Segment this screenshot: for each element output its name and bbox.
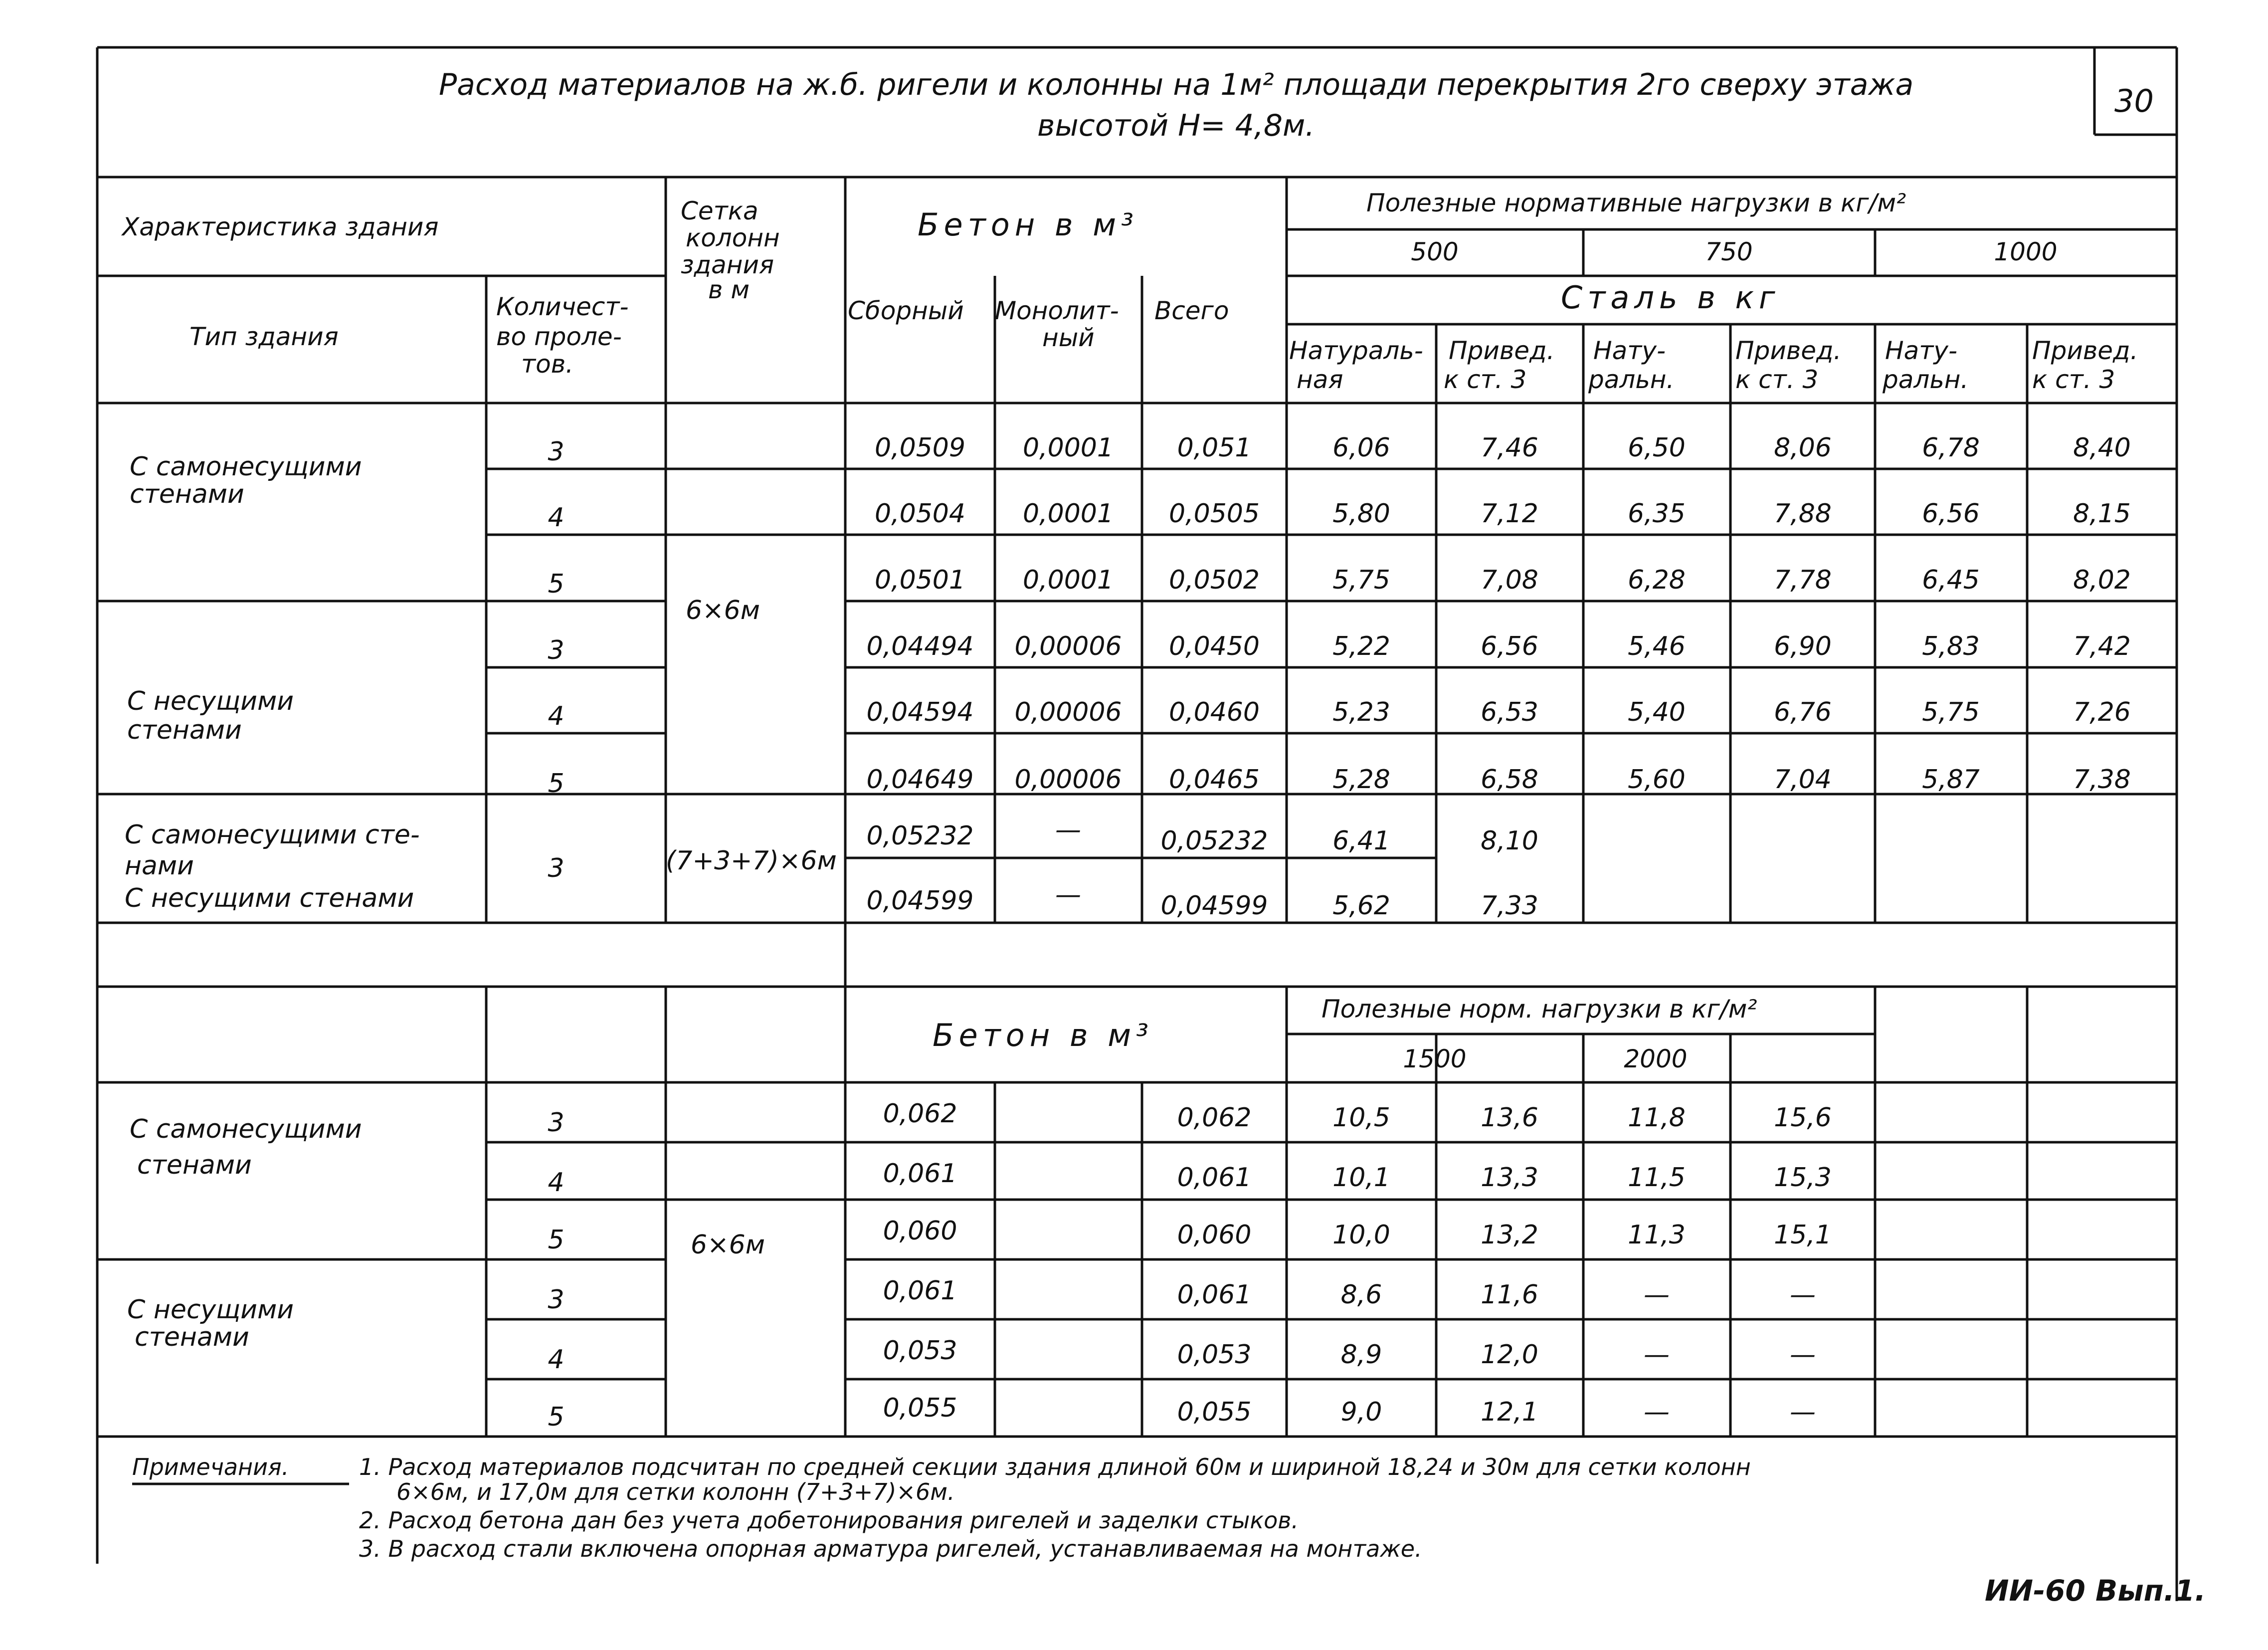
monolith-cell: 0,0001 <box>1023 499 1114 529</box>
group-label: нами <box>125 851 194 881</box>
steel-cell: 6,53 <box>1481 697 1538 727</box>
steel-cell: — <box>1790 1340 1816 1370</box>
prefab-cell: 0,05232 <box>866 821 974 851</box>
steel-cell: 7,33 <box>1481 891 1538 921</box>
load-500: 500 <box>1411 237 1459 266</box>
steel-col-header: Привед. <box>1735 336 1842 365</box>
monolith-cell: — <box>1055 815 1081 845</box>
steel-col-header: Натураль- <box>1289 336 1423 365</box>
spans-cell: 3 <box>548 1108 565 1138</box>
total-cell: 0,0450 <box>1169 631 1260 661</box>
total-cell: 0,061 <box>1177 1163 1252 1193</box>
prefab-cell: 0,0504 <box>875 499 965 529</box>
group-label: стенами <box>127 715 242 745</box>
prefab-cell: 0,053 <box>883 1336 957 1366</box>
steel-cell: 6,50 <box>1628 433 1686 463</box>
total-cell: 0,04599 <box>1160 891 1268 921</box>
prefab-cell: 0,055 <box>883 1393 957 1423</box>
page-number: 30 <box>2114 83 2154 119</box>
steel-cell: — <box>1644 1340 1670 1370</box>
header-concrete: Бетон в м³ <box>918 206 1138 243</box>
group-label: С несущими стенами <box>125 883 414 913</box>
total-cell: 0,055 <box>1177 1397 1252 1427</box>
monolith-cell: — <box>1055 880 1081 910</box>
steel-cell: 5,23 <box>1332 697 1390 727</box>
header-loads: Полезные нормативные нагрузки в кг/м² <box>1366 189 1906 217</box>
total-cell: 0,0460 <box>1169 697 1260 727</box>
steel-cell: 13,2 <box>1481 1220 1538 1250</box>
header-spans-line: тов. <box>521 350 574 379</box>
steel-cell: 6,06 <box>1332 433 1390 463</box>
spans-cell: 4 <box>548 701 565 731</box>
steel-cell: 10,5 <box>1332 1103 1390 1133</box>
steel-cell: 5,46 <box>1628 631 1686 661</box>
total-cell: 0,0465 <box>1169 765 1260 795</box>
steel-cell: 7,88 <box>1774 499 1832 529</box>
header-concrete-bottom: Бетон в м³ <box>933 1017 1153 1053</box>
spans-cell: 5 <box>548 569 565 599</box>
steel-cell: 5,83 <box>1922 631 1980 661</box>
steel-cell: 5,75 <box>1922 697 1980 727</box>
steel-cell: 6,35 <box>1628 499 1686 529</box>
steel-cell: 7,08 <box>1481 565 1538 595</box>
total-cell: 0,051 <box>1177 433 1252 463</box>
steel-col-header: к ст. 3 <box>2032 365 2115 394</box>
prefab-cell: 0,061 <box>883 1276 957 1306</box>
steel-cell: 7,46 <box>1481 433 1538 463</box>
total-cell: 0,053 <box>1177 1340 1252 1370</box>
group-label: С самонесущими <box>130 1114 362 1144</box>
total-cell: 0,061 <box>1177 1280 1252 1310</box>
spans-cell: 5 <box>548 1225 565 1255</box>
group-label: С несущими <box>127 1295 294 1325</box>
steel-cell: 7,12 <box>1481 499 1538 529</box>
prefab-cell: 0,0509 <box>875 433 965 463</box>
header-steel: Сталь в кг <box>1561 279 1780 316</box>
note-line: 3. В расход стали включена опорная арматура ригелей, устанавливаемая на монтаже. <box>359 1535 1422 1562</box>
steel-cell: 11,8 <box>1628 1103 1686 1133</box>
total-cell: 0,05232 <box>1160 826 1268 856</box>
column-grid-special: (7+3+7)×6м <box>666 846 837 876</box>
steel-cell: 5,60 <box>1628 765 1686 795</box>
spans-cell: 4 <box>548 503 565 533</box>
page-title: Расход материалов на ж.б. ригели и колонны на 1м² площади перекрытия 2го сверху этажа <box>439 67 1914 102</box>
steel-cell: 13,3 <box>1481 1163 1538 1193</box>
steel-col-header: к ст. 3 <box>1735 365 1819 394</box>
group-label: С самонесущими <box>130 452 362 482</box>
steel-cell: 9,0 <box>1340 1397 1382 1427</box>
total-cell: 0,062 <box>1177 1103 1252 1133</box>
steel-cell: 5,80 <box>1332 499 1390 529</box>
steel-cell: 6,56 <box>1481 631 1538 661</box>
steel-cell: 7,38 <box>2073 765 2131 795</box>
steel-col-header: Привед. <box>2032 336 2138 365</box>
column-grid-value: 6×6м <box>686 596 760 625</box>
steel-cell: — <box>1644 1397 1670 1427</box>
steel-cell: — <box>1790 1397 1816 1427</box>
steel-cell: 8,06 <box>1774 433 1832 463</box>
header-spans-line: во проле- <box>496 322 622 351</box>
header-prefab: Сборный <box>848 296 964 325</box>
steel-cell: 15,6 <box>1774 1103 1832 1133</box>
note-line: 6×6м, и 17,0м для сетки колонн (7+3+7)×6м. <box>396 1478 955 1505</box>
steel-cell: 7,26 <box>2073 697 2131 727</box>
group-label: стенами <box>130 479 244 509</box>
group-label: стенами <box>137 1150 252 1180</box>
header-grid-line: Сетка <box>681 197 758 225</box>
total-cell: 0,0505 <box>1169 499 1260 529</box>
spans-cell: 4 <box>548 1168 565 1198</box>
steel-cell: 5,28 <box>1332 765 1390 795</box>
monolith-cell: 0,00006 <box>1014 765 1122 795</box>
group-label: С несущими <box>127 686 294 716</box>
load-1500: 1500 <box>1403 1044 1467 1073</box>
steel-cell: 5,75 <box>1332 565 1390 595</box>
note-line: 1. Расход материалов подсчитан по средней секции здания длиной 60м и шириной 18,24 и 30м для сетки колонн <box>359 1453 1751 1480</box>
load-1000: 1000 <box>1994 237 2058 266</box>
spans-cell: 5 <box>548 1402 565 1432</box>
steel-cell: 6,78 <box>1922 433 1980 463</box>
steel-cell: 13,6 <box>1481 1103 1538 1133</box>
header-building-characteristics: Характеристика здания <box>122 212 439 241</box>
steel-col-header: ральн. <box>1588 365 1675 394</box>
steel-cell: 7,04 <box>1774 765 1832 795</box>
load-750: 750 <box>1705 237 1753 266</box>
steel-cell: 8,40 <box>2073 433 2131 463</box>
monolith-cell: 0,0001 <box>1023 433 1114 463</box>
steel-cell: 5,62 <box>1332 891 1390 921</box>
header-grid-line: в м <box>708 275 750 304</box>
spans-special: 3 <box>548 853 565 883</box>
steel-cell: 8,6 <box>1340 1280 1382 1310</box>
monolith-cell: 0,0001 <box>1023 565 1114 595</box>
spans-cell: 4 <box>548 1345 565 1375</box>
steel-cell: 6,90 <box>1774 631 1832 661</box>
steel-cell: 7,42 <box>2073 631 2131 661</box>
prefab-cell: 0,04599 <box>866 886 974 916</box>
monolith-cell: 0,00006 <box>1014 631 1122 661</box>
header-loads-bottom: Полезные норм. нагрузки в кг/м² <box>1322 995 1757 1024</box>
steel-cell: 8,9 <box>1340 1340 1382 1370</box>
steel-col-header: ральн. <box>1883 365 1969 394</box>
spans-cell: 3 <box>548 437 565 467</box>
steel-cell: 15,3 <box>1774 1163 1832 1193</box>
column-grid-value-bottom: 6×6м <box>691 1230 765 1260</box>
prefab-cell: 0,0501 <box>875 565 965 595</box>
steel-cell: 6,41 <box>1332 826 1390 856</box>
steel-cell: 5,87 <box>1922 765 1980 795</box>
page-title-line2: высотой Н= 4,8м. <box>1037 108 1315 143</box>
prefab-cell: 0,060 <box>883 1216 957 1246</box>
header-spans-line: Количест- <box>496 292 629 321</box>
steel-cell: 8,02 <box>2073 565 2131 595</box>
document-footer: ИИ-60 Вып.1. <box>1985 1574 2206 1608</box>
steel-cell: 6,76 <box>1774 697 1832 727</box>
spans-cell: 3 <box>548 1285 565 1315</box>
steel-cell: 11,5 <box>1628 1163 1686 1193</box>
steel-col-header: Привед. <box>1449 336 1555 365</box>
steel-cell: 10,0 <box>1332 1220 1390 1250</box>
prefab-cell: 0,04594 <box>866 697 974 727</box>
steel-cell: 10,1 <box>1332 1163 1390 1193</box>
spans-cell: 3 <box>548 635 565 665</box>
steel-col-header: ная <box>1297 365 1343 394</box>
header-monolith-line2: ный <box>1042 323 1095 352</box>
header-total: Всего <box>1154 296 1229 325</box>
steel-cell: — <box>1644 1280 1670 1310</box>
steel-cell: 11,6 <box>1481 1280 1538 1310</box>
steel-col-header: Нату- <box>1593 336 1666 365</box>
monolith-cell: 0,00006 <box>1014 697 1122 727</box>
steel-cell: 8,15 <box>2073 499 2131 529</box>
header-monolith-line1: Монолит- <box>995 296 1119 325</box>
steel-col-header: Нату- <box>1885 336 1957 365</box>
prefab-cell: 0,061 <box>883 1159 957 1189</box>
steel-cell: 8,10 <box>1481 826 1538 856</box>
group-label: стенами <box>135 1322 249 1352</box>
steel-col-header: к ст. 3 <box>1444 365 1527 394</box>
prefab-cell: 0,062 <box>883 1099 957 1129</box>
load-2000: 2000 <box>1624 1044 1688 1073</box>
steel-cell: 5,40 <box>1628 697 1686 727</box>
total-cell: 0,0502 <box>1169 565 1260 595</box>
steel-cell: 7,78 <box>1774 565 1832 595</box>
steel-cell: 6,58 <box>1481 765 1538 795</box>
steel-cell: 11,3 <box>1628 1220 1686 1250</box>
spans-cell: 5 <box>548 769 565 799</box>
header-grid-line: здания <box>681 250 774 279</box>
steel-cell: 6,28 <box>1628 565 1686 595</box>
note-line: 2. Расход бетона дан без учета добетонирования ригелей и заделки стыков. <box>359 1507 1299 1534</box>
header-building-type: Тип здания <box>189 322 339 351</box>
steel-cell: 6,56 <box>1922 499 1980 529</box>
header-grid-line: колонн <box>686 223 780 252</box>
group-label: С самонесущими сте- <box>125 820 420 850</box>
steel-cell: 6,45 <box>1922 565 1980 595</box>
steel-cell: 12,1 <box>1481 1397 1538 1427</box>
notes-label: Примечания. <box>132 1453 289 1480</box>
steel-cell: — <box>1790 1280 1816 1310</box>
prefab-cell: 0,04494 <box>866 631 974 661</box>
steel-cell: 5,22 <box>1332 631 1390 661</box>
steel-cell: 15,1 <box>1774 1220 1832 1250</box>
steel-cell: 12,0 <box>1481 1340 1538 1370</box>
prefab-cell: 0,04649 <box>866 765 974 795</box>
total-cell: 0,060 <box>1177 1220 1252 1250</box>
